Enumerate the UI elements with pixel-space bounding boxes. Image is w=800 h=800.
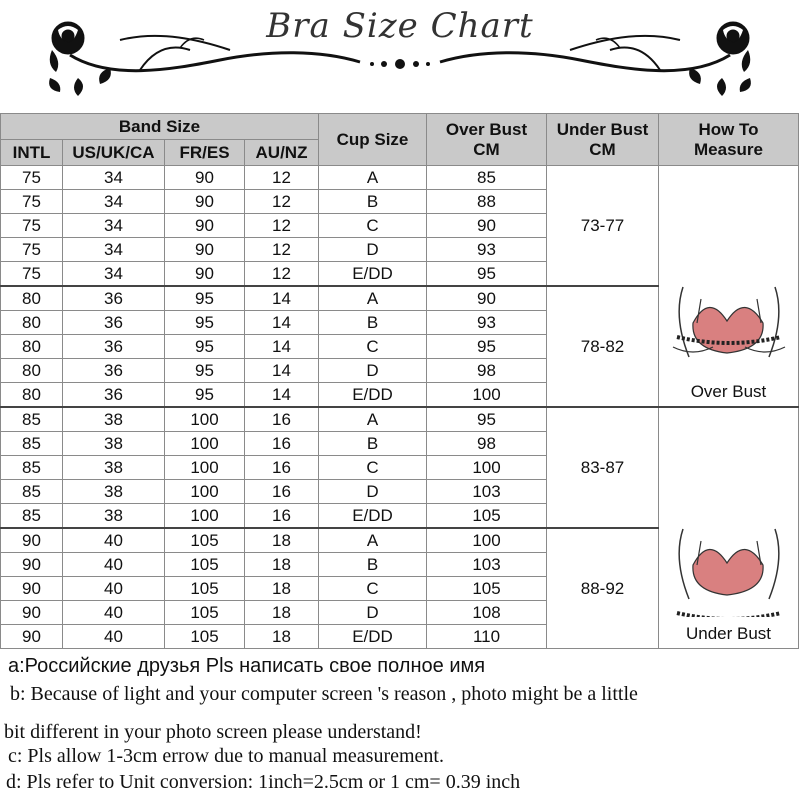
fr-cell: 105 [165,625,245,649]
intl-cell: 85 [1,504,63,529]
cup-cell: B [319,553,427,577]
fr-cell: 90 [165,190,245,214]
cup-cell: A [319,286,427,311]
cup-cell: C [319,577,427,601]
over-bust-cell: 98 [427,432,547,456]
au-cell: 14 [245,286,319,311]
fr-cell: 105 [165,553,245,577]
intl-cell: 80 [1,311,63,335]
us-cell: 38 [63,504,165,529]
over-bust-header-line2: CM [473,139,500,159]
us-cell: 34 [63,262,165,287]
intl-cell: 90 [1,625,63,649]
over-bust-cell: 100 [427,456,547,480]
fr-cell: 90 [165,166,245,190]
cup-cell: D [319,238,427,262]
over-bust-cell: 93 [427,238,547,262]
over-bust-cell: 100 [427,383,547,408]
over-bust-cell: 103 [427,553,547,577]
over-bust-header-line1: Over Bust [445,119,528,139]
us-cell: 40 [63,553,165,577]
au-cell: 12 [245,262,319,287]
cup-cell: B [319,190,427,214]
intl-cell: 90 [1,528,63,553]
fr-cell: 95 [165,311,245,335]
cup-cell: C [319,214,427,238]
intl-header: INTL [1,140,63,166]
how-to-measure-header [659,114,799,166]
cup-cell: E/DD [319,262,427,287]
us-cell: 38 [63,432,165,456]
intl-cell: 80 [1,286,63,311]
intl-cell: 75 [1,238,63,262]
intl-cell: 75 [1,214,63,238]
over-bust-cell: 90 [427,286,547,311]
fr-cell: 95 [165,335,245,359]
under-bust-cell: 73-77 [547,166,659,287]
au-cell: 16 [245,456,319,480]
intl-cell: 80 [1,335,63,359]
cup-size-header: Cup Size [319,114,427,166]
under-bust-header [547,114,659,166]
over-bust-cell: 93 [427,311,547,335]
us-cell: 34 [63,238,165,262]
intl-cell: 75 [1,166,63,190]
over-bust-cell: 105 [427,577,547,601]
over-bust-cell: 103 [427,480,547,504]
under-bust-cell: 88-92 [547,528,659,649]
us-cell: 38 [63,407,165,432]
over-bust-cell: 110 [427,625,547,649]
over-bust-cell: 88 [427,190,547,214]
intl-cell: 85 [1,456,63,480]
intl-cell: 75 [1,262,63,287]
us-cell: 36 [63,286,165,311]
au-cell: 18 [245,528,319,553]
cup-cell: E/DD [319,504,427,529]
intl-cell: 85 [1,407,63,432]
fr-cell: 100 [165,456,245,480]
fr-cell: 105 [165,577,245,601]
fr-cell: 95 [165,383,245,408]
us-cell: 34 [63,190,165,214]
cup-cell: C [319,456,427,480]
cup-cell: E/DD [319,383,427,408]
au-cell: 12 [245,190,319,214]
over-bust-label: Over Bust [690,382,767,401]
us-cell: 40 [63,577,165,601]
over-bust-header [427,114,547,166]
fr-cell: 95 [165,286,245,311]
us-cell: 40 [63,601,165,625]
table-row [1,407,799,432]
over-bust-cell: 108 [427,601,547,625]
size-table-body [1,166,799,649]
au-header: AU/NZ [245,140,319,166]
fr-header: FR/ES [165,140,245,166]
au-cell: 14 [245,383,319,408]
us-cell: 36 [63,359,165,383]
fr-cell: 105 [165,601,245,625]
cup-cell: D [319,480,427,504]
us-cell: 36 [63,311,165,335]
us-cell: 38 [63,456,165,480]
over-bust-cell: 95 [427,407,547,432]
cup-cell: A [319,166,427,190]
us-cell: 36 [63,335,165,359]
table-row [1,166,799,190]
au-cell: 14 [245,359,319,383]
note-d: d: Pls refer to Unit conversion: 1inch=2.5cm or 1 cm= 0.39 inch [6,771,521,793]
cup-cell: A [319,528,427,553]
under-bust-illustration-icon [663,521,795,617]
intl-cell: 85 [1,480,63,504]
us-cell: 40 [63,625,165,649]
cup-cell: B [319,432,427,456]
fr-cell: 105 [165,528,245,553]
cup-cell: B [319,311,427,335]
au-cell: 12 [245,166,319,190]
under-bust-cell: 83-87 [547,407,659,528]
fr-cell: 90 [165,262,245,287]
over-bust-cell: 95 [427,335,547,359]
band-size-header: Band Size [1,114,319,140]
intl-cell: 80 [1,383,63,408]
note-b-continued: bit different in your photo screen please understand! [4,721,422,743]
au-cell: 16 [245,407,319,432]
fr-cell: 95 [165,359,245,383]
how-to-measure-header-line2: Measure [694,139,763,159]
fr-cell: 100 [165,432,245,456]
au-cell: 14 [245,311,319,335]
over-bust-cell: 85 [427,166,547,190]
note-c: c: Pls allow 1-3cm errow due to manual measurement. [8,745,444,767]
cup-cell: D [319,601,427,625]
au-cell: 18 [245,577,319,601]
size-table [0,113,799,649]
under-bust-measure-cell [659,407,799,649]
note-a: a:Российские друзья Pls написать свое полное имя [8,655,486,677]
intl-cell: 80 [1,359,63,383]
au-cell: 16 [245,504,319,529]
cup-cell: E/DD [319,625,427,649]
au-cell: 12 [245,214,319,238]
under-bust-header-line2: CM [589,139,616,159]
intl-cell: 90 [1,577,63,601]
au-cell: 18 [245,625,319,649]
over-bust-cell: 95 [427,262,547,287]
over-bust-cell: 98 [427,359,547,383]
au-cell: 16 [245,480,319,504]
cup-cell: C [319,335,427,359]
chart-title: Bra Size Chart [266,6,534,46]
intl-cell: 75 [1,190,63,214]
au-cell: 14 [245,335,319,359]
over-bust-cell: 90 [427,214,547,238]
au-cell: 16 [245,432,319,456]
au-cell: 18 [245,601,319,625]
under-bust-header-line1: Under Bust [556,119,649,139]
over-bust-illustration-icon [663,279,795,375]
under-bust-figure [659,521,798,623]
intl-cell: 90 [1,601,63,625]
au-cell: 18 [245,553,319,577]
us-cell: 40 [63,528,165,553]
fr-cell: 90 [165,238,245,262]
under-bust-label: Under Bust [685,624,772,643]
us-cell: 34 [63,166,165,190]
how-to-measure-header-line1: How To [698,119,759,139]
us-cell: 34 [63,214,165,238]
cup-cell: A [319,407,427,432]
over-bust-cell: 105 [427,504,547,529]
fr-cell: 100 [165,480,245,504]
us-cell: 36 [63,383,165,408]
over-bust-figure [659,279,798,381]
us-cell: 38 [63,480,165,504]
over-bust-cell: 100 [427,528,547,553]
intl-cell: 90 [1,553,63,577]
note-b: b: Because of light and your computer screen 's reason , photo might be a little [10,683,638,705]
fr-cell: 100 [165,504,245,529]
au-cell: 12 [245,238,319,262]
over-bust-measure-cell [659,166,799,408]
fr-cell: 100 [165,407,245,432]
fr-cell: 90 [165,214,245,238]
us-header: US/UK/CA [63,140,165,166]
under-bust-cell: 78-82 [547,286,659,407]
cup-cell: D [319,359,427,383]
intl-cell: 85 [1,432,63,456]
